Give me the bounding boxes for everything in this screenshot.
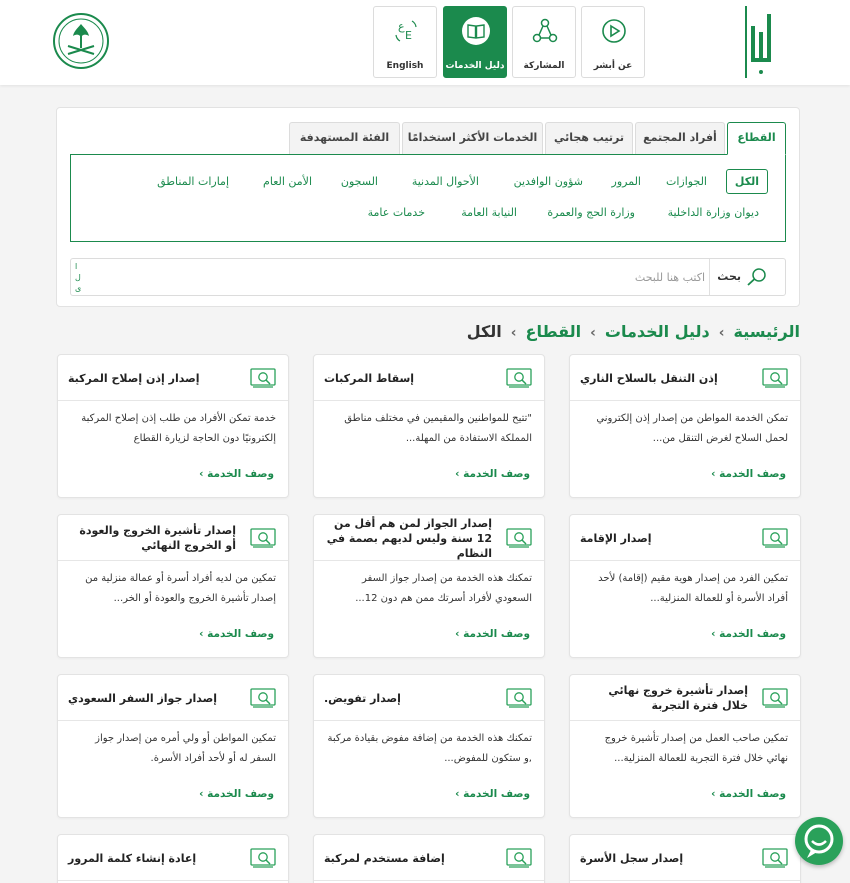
- service-card-title[interactable]: إصدار تأشيرة الخروج والعودة أو الخروج النهائي: [79, 524, 236, 552]
- service-card-header: [314, 515, 544, 561]
- chip-moi-diwan[interactable]: ديوان وزارة الداخلية: [667, 206, 759, 219]
- share-nodes-icon: [529, 15, 561, 47]
- book-icon: [460, 15, 492, 47]
- service-card-description: تمكين من لديه أفراد أسرة أو عمالة منزلية من إصدار تأشيرة الخروج والعودة أو الخر...: [85, 573, 276, 604]
- service-card-title[interactable]: إعادة إنشاء كلمة المرور: [68, 851, 197, 865]
- svg-text:E: E: [405, 29, 412, 42]
- service-card-title[interactable]: إصدار إذن إصلاح المركبة: [68, 371, 200, 385]
- service-doc-search-icon: [250, 368, 276, 388]
- service-card[interactable]: [57, 354, 289, 498]
- service-card-title[interactable]: إذن التنقل بالسلاح الناري: [580, 371, 718, 385]
- search-box: [70, 258, 786, 296]
- service-card-title[interactable]: إصدار الجواز لمن هم أقل من 12 سنة وليس لديهم بصمة في النظام: [326, 516, 492, 560]
- breadcrumb-separator-icon: ›: [590, 325, 596, 341]
- service-card-title[interactable]: إصدار الإقامة: [580, 531, 652, 545]
- chip-public-prosecution[interactable]: النيابة العامة: [461, 206, 517, 219]
- absher-logo-icon[interactable]: [745, 6, 775, 78]
- breadcrumb-guide[interactable]: دليل الخدمات: [604, 322, 710, 341]
- service-description-link[interactable]: وصف الخدمة ›: [711, 468, 786, 480]
- search-icon: [745, 266, 769, 288]
- chat-bot-icon: [795, 817, 843, 865]
- filter-panel: [56, 107, 800, 307]
- service-card[interactable]: [57, 514, 289, 658]
- tab-most-used[interactable]: الخدمات الأكثر استخدامًا: [402, 122, 543, 154]
- search-button[interactable]: [709, 259, 785, 295]
- service-card-header: [58, 355, 288, 401]
- chip-passports[interactable]: الجوازات: [666, 175, 707, 188]
- service-card-header: [314, 355, 544, 401]
- service-description-link[interactable]: وصف الخدمة ›: [711, 628, 786, 640]
- service-card-description: تمكين الفرد من إصدار هوية مقيم (إقامة) لأحد أفراد الأسرة أو للعمالة المنزلية...: [598, 573, 788, 604]
- service-card-header: [570, 835, 800, 881]
- chip-all[interactable]: الكل: [726, 169, 768, 194]
- service-doc-search-icon: [762, 848, 788, 868]
- service-card-header: [570, 355, 800, 401]
- service-description-link[interactable]: وصف الخدمة ›: [455, 788, 530, 800]
- breadcrumb-separator-icon: ›: [510, 325, 517, 341]
- chip-expatriates[interactable]: شؤون الوافدين: [513, 175, 583, 188]
- service-card-header: [314, 835, 544, 881]
- svg-text:ع: ع: [398, 20, 405, 33]
- nav-about[interactable]: [581, 6, 645, 78]
- service-description-link[interactable]: وصف الخدمة ›: [199, 788, 274, 800]
- nav-english[interactable]: [373, 6, 437, 78]
- service-card-title[interactable]: إضافة مستخدم لمركبة: [324, 851, 445, 865]
- breadcrumb-separator-icon: ›: [718, 325, 725, 341]
- chip-prisons[interactable]: السجون: [340, 175, 378, 188]
- chip-public-security[interactable]: الأمن العام: [263, 175, 312, 188]
- service-doc-search-icon: [762, 688, 788, 708]
- service-doc-search-icon: [506, 848, 532, 868]
- nav-english-label: English: [386, 61, 424, 71]
- service-doc-search-icon: [762, 368, 788, 388]
- tab-target-group[interactable]: الفئة المستهدفة: [289, 122, 400, 154]
- service-card[interactable]: [313, 834, 545, 883]
- service-card[interactable]: [313, 674, 545, 818]
- service-card[interactable]: [569, 834, 801, 883]
- service-card[interactable]: [569, 674, 801, 818]
- service-card-description: تمكنك هذه الخدمة من إضافة مفوض بقيادة مركبة ,و ستكون للمفوض...: [327, 733, 532, 764]
- service-card-title[interactable]: إصدار جواز السفر السعودي: [68, 691, 218, 705]
- search-button-label: بحث: [717, 270, 741, 283]
- service-description-link[interactable]: وصف الخدمة ›: [199, 628, 274, 640]
- sector-chips-box: [70, 154, 786, 242]
- breadcrumb: [467, 322, 800, 341]
- service-card-header: [58, 515, 288, 561]
- service-card-header: [314, 675, 544, 721]
- chip-region-emirates[interactable]: إمارات المناطق: [157, 175, 229, 188]
- service-description-link[interactable]: وصف الخدمة ›: [711, 788, 786, 800]
- search-input[interactable]: [145, 267, 705, 287]
- language-icon: [390, 15, 422, 47]
- nav-participation-label: المشاركة: [523, 61, 565, 71]
- breadcrumb-sector[interactable]: القطاع: [525, 322, 582, 341]
- tab-alphabetical[interactable]: ترتيب هجائي: [545, 122, 633, 154]
- service-card[interactable]: [569, 514, 801, 658]
- nav-services-guide-label: دليل الخدمات: [445, 61, 505, 71]
- breadcrumb-current: الكل: [466, 322, 502, 341]
- nav-services-guide[interactable]: [443, 6, 507, 78]
- tab-community-members[interactable]: أفراد المجتمع: [635, 122, 725, 154]
- service-card-title[interactable]: إصدار سجل الأسرة: [580, 851, 684, 865]
- service-card[interactable]: [569, 354, 801, 498]
- service-card-description: "تتيح للمواطنين والمقيمين في مختلف مناطق المملكة الاستفادة من المهلة...: [344, 413, 532, 444]
- service-card-title[interactable]: إصدار تأشيرة خروج نهائي خلال فترة التجربة: [608, 684, 748, 712]
- help-chat-button[interactable]: [795, 817, 843, 865]
- service-doc-search-icon: [250, 528, 276, 548]
- service-description-link[interactable]: وصف الخدمة ›: [455, 468, 530, 480]
- service-card-header: [570, 675, 800, 721]
- service-card-title[interactable]: إصدار تفويض.: [324, 691, 401, 705]
- chip-general-services[interactable]: خدمات عامة: [367, 206, 425, 219]
- service-doc-search-icon: [506, 528, 532, 548]
- service-card-header: [570, 515, 800, 561]
- chip-hajj-umrah[interactable]: وزارة الحج والعمرة: [547, 206, 635, 219]
- saudi-emblem-icon[interactable]: [52, 12, 110, 70]
- service-card-title[interactable]: إسقاط المركبات: [324, 371, 415, 385]
- search-scroll-marks: ا ل ى: [75, 262, 82, 293]
- service-card-description: خدمة تمكن الأفراد من طلب إذن إصلاح المركبة إلكترونيًا دون الحاجة لزيارة القطاع: [81, 413, 276, 444]
- service-card-header: [58, 835, 288, 881]
- header: [0, 0, 850, 85]
- service-card-description: تمكين المواطن أو ولي أمره من إصدار جواز السفر له أو لأحد أفراد الأسرة.: [95, 733, 276, 764]
- play-circle-icon: [598, 15, 630, 47]
- nav-participation[interactable]: [512, 6, 576, 78]
- chip-civil-affairs[interactable]: الأحوال المدنية: [411, 175, 479, 188]
- service-doc-search-icon: [250, 848, 276, 868]
- service-doc-search-icon: [250, 688, 276, 708]
- service-card-description: تمكين صاحب العمل من إصدار تأشيرة خروج نهائي خلال فترة التجربة للعمالة المنزلية...: [604, 733, 788, 764]
- service-card-description: تمكنك هذه الخدمة من إصدار جواز السفر السعودي لأفراد أسرتك ممن هم دون 12...: [355, 573, 532, 604]
- service-card[interactable]: [313, 354, 545, 498]
- service-description-link[interactable]: وصف الخدمة ›: [455, 628, 530, 640]
- tab-sector[interactable]: القطاع: [727, 122, 786, 155]
- service-doc-search-icon: [506, 368, 532, 388]
- service-doc-search-icon: [506, 688, 532, 708]
- service-card[interactable]: [313, 514, 545, 658]
- service-description-link[interactable]: وصف الخدمة ›: [199, 468, 274, 480]
- nav-about-label: عن أبشر: [593, 61, 633, 71]
- service-card[interactable]: [57, 834, 289, 883]
- breadcrumb-home[interactable]: الرئيسية: [733, 322, 800, 341]
- chip-traffic[interactable]: المرور: [611, 175, 641, 188]
- service-card-description: تمكن الخدمة المواطن من إصدار إذن إلكتروني لحمل السلاح لغرض التنقل من...: [596, 413, 788, 444]
- service-card[interactable]: [57, 674, 289, 818]
- service-card-header: [58, 675, 288, 721]
- service-doc-search-icon: [762, 528, 788, 548]
